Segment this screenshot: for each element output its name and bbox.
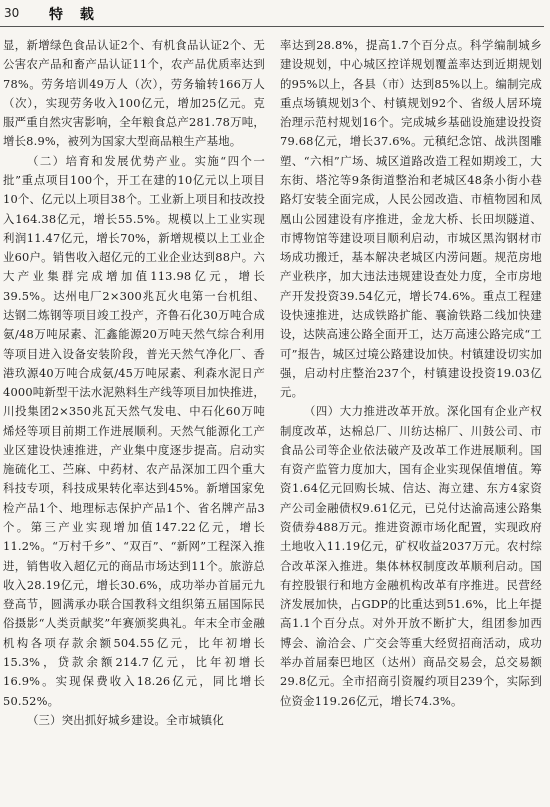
right-column xyxy=(280,36,542,711)
paragraph-right-1: 率达到28.8%，提高1.7个百分点。科学编制城乡建设规划，中心城区控详规划覆盖率达到近期规划的95%以上，各县（市）达到85%以上。编制完成重点场镇规划3个、村镇规划92个、省级人居环境治理示范村规划16个。完成城乡基础设施建设投资79.68亿元，增长37.6%。元稹纪念馆、战洪图雕塑、“六相”广场、城区道路改造工程如期竣工，大东街、塔沱等9条街道整治和老城区48条小街小巷路灯安装全面完成，人民公园改造、市植物园和凤凰山公园建设有序推进，金龙大桥、长田坝隧道、市博物馆等建设项目顺利启动，市城区黑沟钢材市场成功搬迁，基本解决老城区内涝问题。规范房地产业秩序，加大违法违规建设查处力度，全市房地产开发投资39.54亿元，增长74.6%。重点工程建设快速推进，达成铁路扩能、襄渝铁路二线加快建设，达陕高速公路全面开工，达万高速公路完成“工可”报告，城区过境公路建设加快。村镇建设切实加强，启动村庄整治237个，村镇建设投资19.03亿元。 xyxy=(280,38,542,400)
paragraph-left-3: （三）突出抓好城乡建设。全市城镇化 xyxy=(26,712,224,727)
page-number: 30 xyxy=(4,6,20,20)
paragraph-left-1: 显，新增绿色食品认证2个、有机食品认证2个、无公害农产品和畜产品认证11个，农产品优质率达到78%。劳务培训49万人（次），劳务输转166万人（次），实现劳务收入100亿元，增加25亿元。克服严重自然灾害影响，全年粮食总产281.78万吨，增长8.9%，被列为国家大型商品粮生产基地。 xyxy=(3,38,265,149)
page-header xyxy=(0,0,550,34)
section-title: 特 载 xyxy=(49,7,100,23)
left-column xyxy=(3,36,265,730)
paragraph-right-2: （四）大力推进改革开放。深化国有企业产权制度改革，达棉总厂、川纺达棉厂、川鼓公司、市食品公司等企业依法破产及改革工作进展顺利。国有资产监管力度加大，国有企业实现保值增值。筹资1.64亿元回购长城、信达、海立建、东方4家资产公司金融债权9.61亿元，已兑付达渝高速公路集资债券488万元。推进资源市场化配置，实现政府土地收入11.19亿元，矿权收益2037万元。农村综合改革深入推进。集体林权制度改革顺利启动。国有控股银行和地方金融机构改革有序推进。民营经济发展加快，占GDP的比重达到51.6%，比上年提高1.1个百分点。对外开放不断扩大，组团参加西博会、渝洽会、广交会等重大经贸招商活动，成功举办首届秦巴地区（达州）商品交易会，总交易额29.8亿元。全市招商引资履约项目239个，实际到位资金119.26亿元，增长74.3%。 xyxy=(280,404,542,708)
paragraph-left-2: （二）培育和发展优势产业。实施“四个一批”重点项目100个，开工在建的10亿元以上项目10个、亿元以上项目38个。工业新上项目和技改投入164.38亿元，增长55.5%。规模以上工业实现利润11.47亿元，增长70%，新增规模以上工业企业60户。销售收入超亿元的工业企业达到88户。六大产业集群完成增加值113.98亿元，增长39.5%。达州电厂2×300兆瓦火电第一台机组、达钢二炼钢等项目竣工投产，齐鲁石化30万吨合成氨/48万吨尿素、汇鑫能源20万吨天然气综合利用等项目进入设备安装阶段，普光天然气净化厂、香港玖源40万吨合成氨/45万吨尿素、利森水泥日产4000吨新型干法水泥熟料生产线等项目加快推进，川投集团2×350兆瓦天然气发电、中石化60万吨烯烃等项目前期工作进展顺利。天然气能源化工产业区建设快速推进，产业集中度逐步提高。启动实施硫化工、苎麻、中药材、农产品深加工四个重大科技专项，科技成果转化率达到45%。新增国家免检产品1个、地理标志保护产品1个、省名牌产品3个。第三产业实现增加值147.22亿元，增长11.2%。“万村千乡”、“双百”、“新网”工程深入推进，销售收入超亿元的商品市场达到11个。旅游总收入28.19亿元，增长30.6%，成功举办首届元九登高节，圆满承办联合国教科文组织第五届国际民俗摄影“人类贡献奖”年赛颁奖典礼。年末全市金融机构各项存款余额504.55亿元，比年初增长15.3%，贷款余额214.7亿元，比年初增长16.9%。实现保费收入18.26亿元，同比增长50.52%。 xyxy=(3,153,265,708)
header-divider xyxy=(0,26,544,27)
